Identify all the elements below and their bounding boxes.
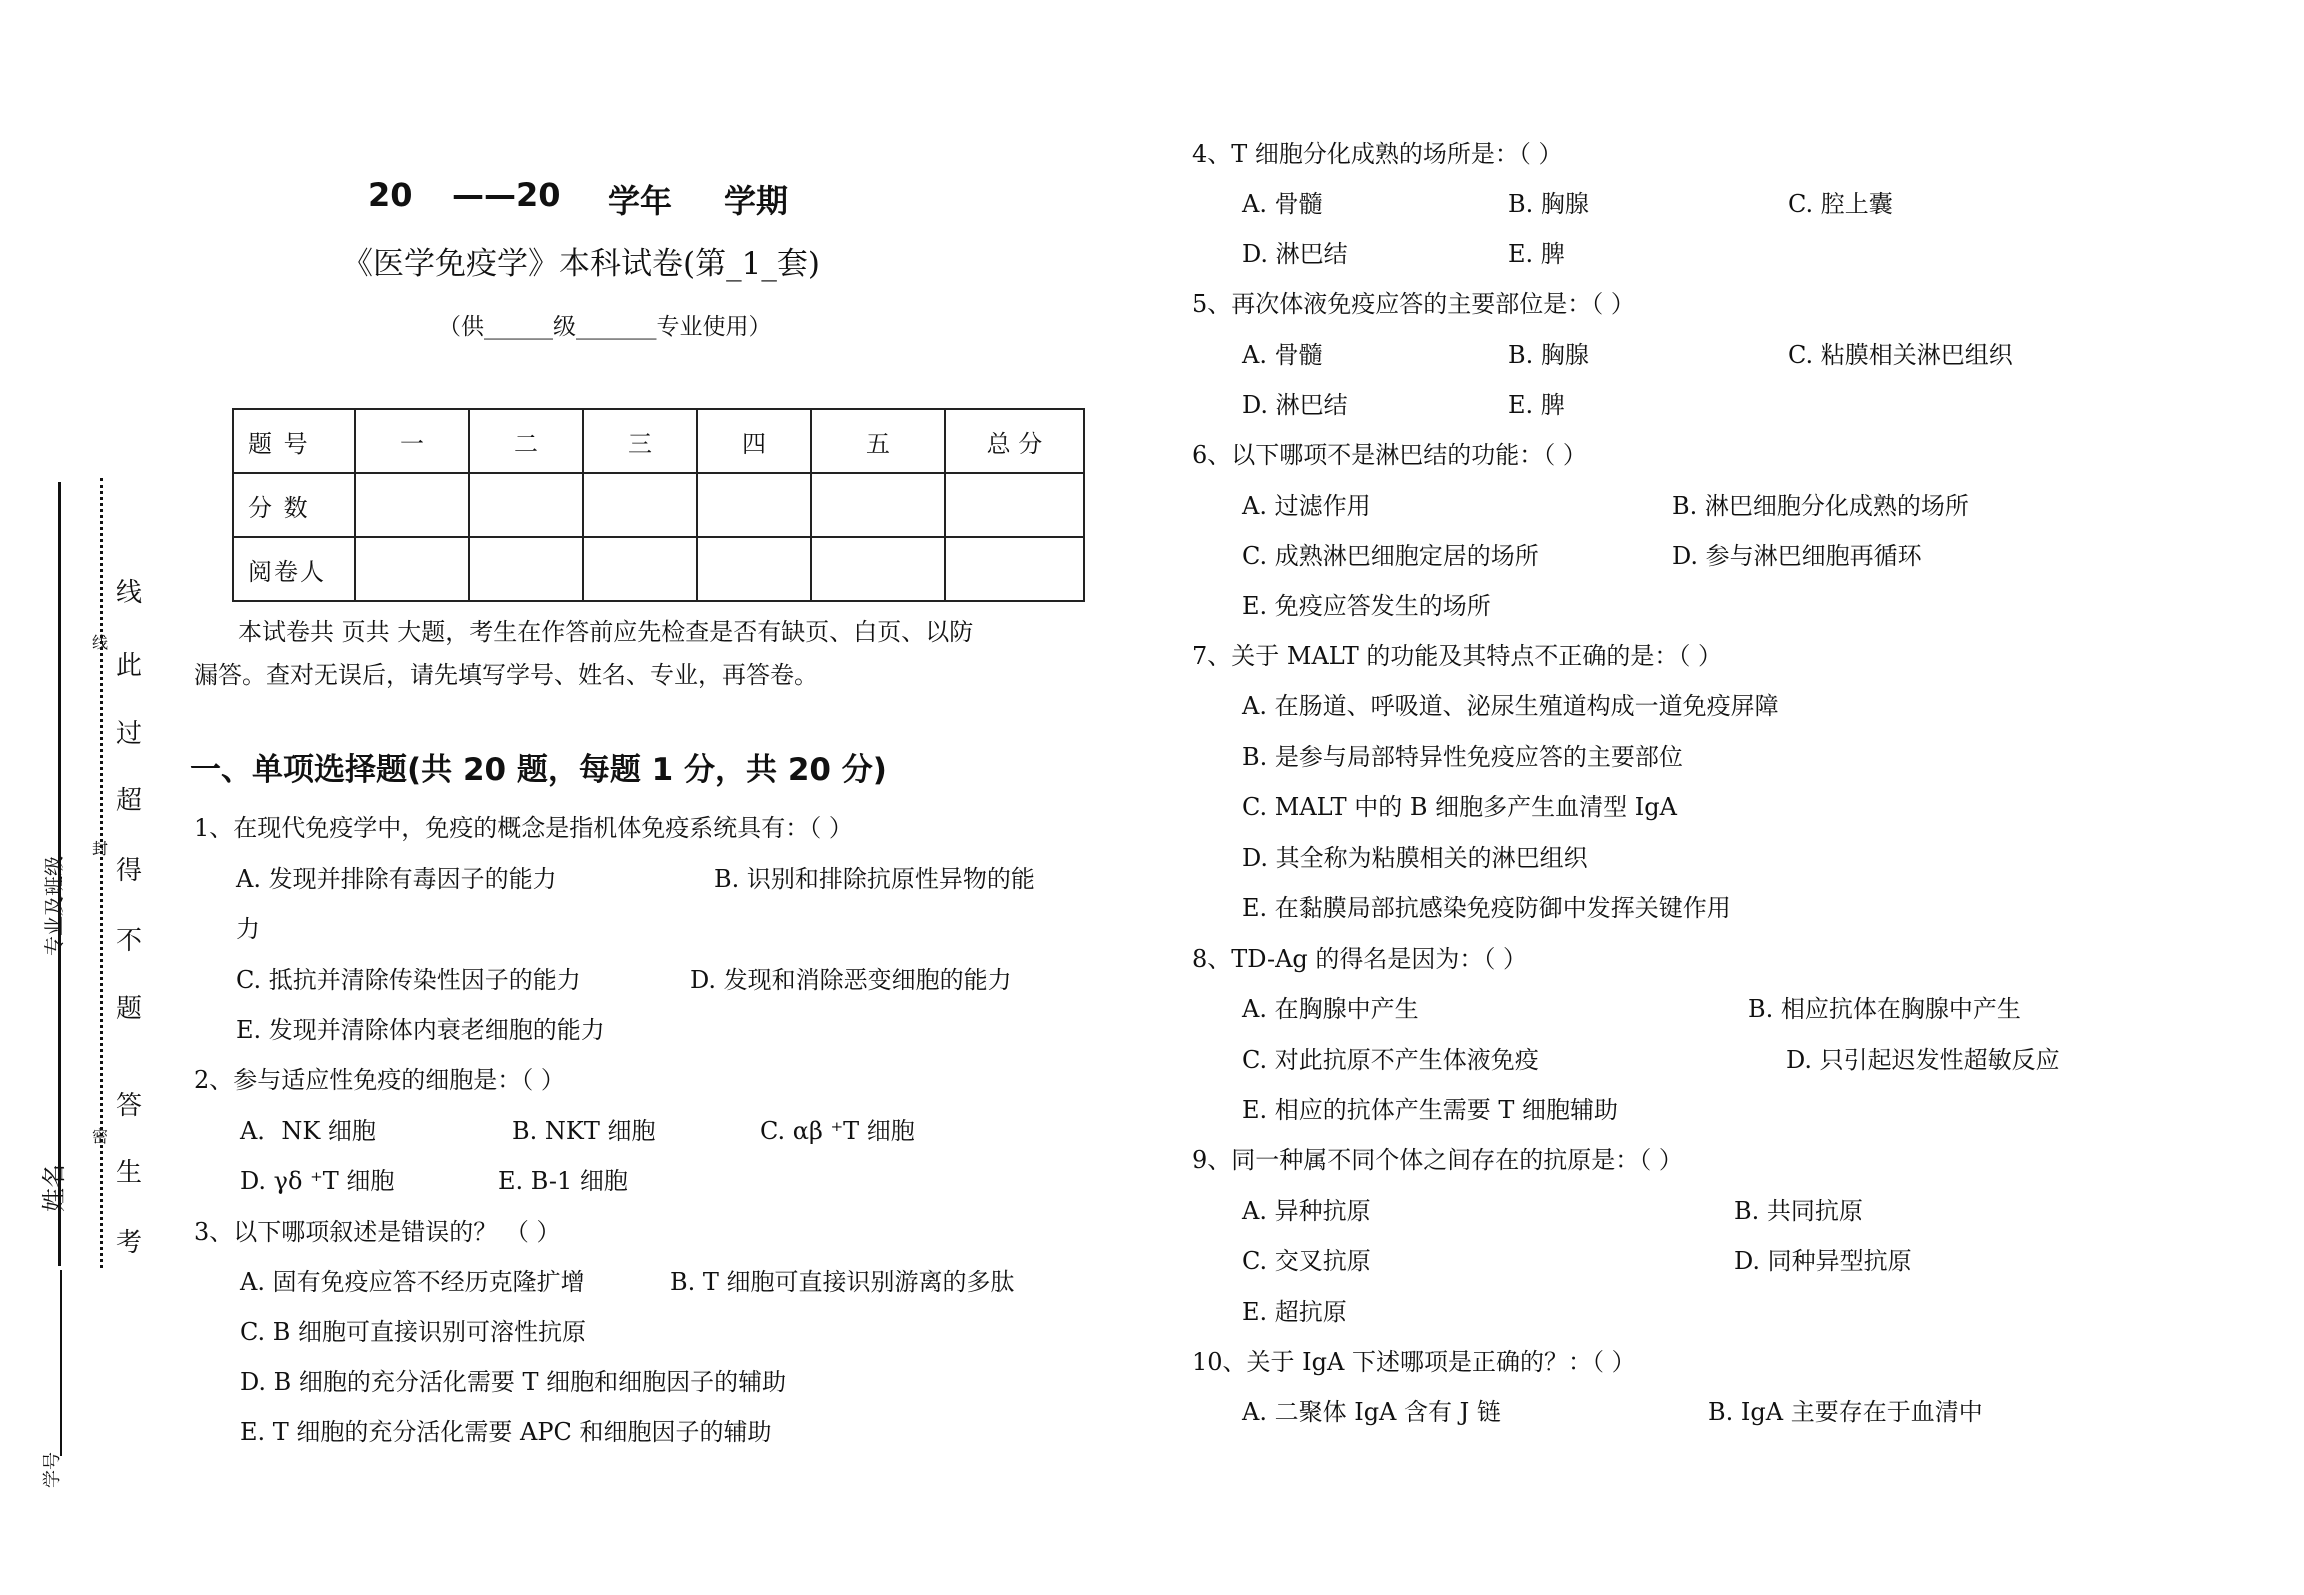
- q6-option-e[interactable]: E. 免疫应答发生的场所: [1242, 592, 1491, 620]
- q5-option-e[interactable]: E. 脾: [1508, 391, 1565, 419]
- score-cell[interactable]: [355, 473, 469, 537]
- year-start: 20: [368, 176, 413, 214]
- table-header-cell: 五: [811, 409, 945, 473]
- q6-option-d[interactable]: D. 参与淋巴细胞再循环: [1672, 542, 1922, 570]
- grader-cell[interactable]: [811, 537, 945, 601]
- q4-option-c[interactable]: C. 腔上囊: [1788, 190, 1893, 218]
- school-year-label: 学年: [608, 182, 673, 220]
- q9-option-a[interactable]: A. 异种抗原: [1242, 1197, 1371, 1225]
- binding-line-dotted: [100, 478, 103, 1268]
- binding-char: 生: [116, 1158, 143, 1188]
- q1-option-c[interactable]: C. 抵抗并清除传染性因子的能力: [236, 966, 581, 994]
- notice-line-1: 本试卷共 页共 大题，考生在作答前应先检查是否有缺页、白页、以防: [238, 618, 974, 646]
- q7-option-d[interactable]: D. 其全称为粘膜相关的淋巴组织: [1242, 844, 1588, 872]
- q2-option-a[interactable]: A．NK 细胞: [240, 1117, 376, 1145]
- year-end: ——20: [452, 176, 561, 214]
- q5-option-c[interactable]: C. 粘膜相关淋巴组织: [1788, 341, 2013, 369]
- grader-cell[interactable]: [469, 537, 583, 601]
- table-header-cell: 总 分: [945, 409, 1084, 473]
- q8-option-b[interactable]: B. 相应抗体在胸腺中产生: [1748, 995, 2021, 1023]
- question-2: 2、参与适应性免疫的细胞是：（ ）: [194, 1066, 565, 1094]
- notice-line-2: 漏答。查对无误后，请先填写学号、姓名、专业，再答卷。: [194, 661, 818, 689]
- question-9: 9、同一种属不同个体之间存在的抗原是：（ ）: [1192, 1146, 1683, 1174]
- q8-option-e[interactable]: E. 相应的抗体产生需要 T 细胞辅助: [1242, 1096, 1619, 1124]
- table-header-cell: 一: [355, 409, 469, 473]
- q1-option-a[interactable]: A. 发现并排除有毒因子的能力: [236, 865, 557, 893]
- grader-cell[interactable]: [697, 537, 811, 601]
- q3-option-d[interactable]: D. B 细胞的充分活化需要 T 细胞和细胞因子的辅助: [240, 1368, 787, 1396]
- row-label: 分 数: [233, 473, 355, 537]
- q8-option-c[interactable]: C. 对此抗原不产生体液免疫: [1242, 1046, 1539, 1074]
- q6-option-a[interactable]: A. 过滤作用: [1242, 492, 1371, 520]
- table-header-cell: 题 号: [233, 409, 355, 473]
- q10-option-b[interactable]: B. IgA 主要存在于血清中: [1708, 1398, 1983, 1426]
- row-label: 阅卷人: [233, 537, 355, 601]
- q7-option-c[interactable]: C. MALT 中的 B 细胞多产生血清型 IgA: [1242, 793, 1677, 821]
- binding-char: 不: [116, 926, 143, 956]
- q7-option-b[interactable]: B. 是参与局部特异性免疫应答的主要部位: [1242, 743, 1683, 771]
- score-table: [232, 408, 1085, 602]
- for-use-line: （供______级_______专业使用）: [438, 314, 772, 340]
- q1-option-e[interactable]: E. 发现并清除体内衰老细胞的能力: [236, 1016, 605, 1044]
- seal-mark-secret: 密: [92, 1127, 109, 1146]
- binding-char: 答: [116, 1091, 143, 1121]
- student-id-label: 学号: [42, 1452, 63, 1488]
- q4-option-a[interactable]: A. 骨髓: [1242, 190, 1323, 218]
- q9-option-b[interactable]: B. 共同抗原: [1734, 1197, 1863, 1225]
- q7-option-a[interactable]: A. 在肠道、呼吸道、泌尿生殖道构成一道免疫屏障: [1242, 692, 1779, 720]
- q4-option-d[interactable]: D. 淋巴结: [1242, 240, 1348, 268]
- q5-option-b[interactable]: B. 胸腺: [1508, 341, 1589, 369]
- q2-option-d[interactable]: D. γδ ⁺T 细胞: [240, 1167, 395, 1195]
- question-1: 1、在现代免疫学中，免疫的概念是指机体免疫系统具有：（ ）: [194, 814, 853, 842]
- question-6: 6、以下哪项不是淋巴结的功能：（ ）: [1192, 441, 1587, 469]
- q3-option-b[interactable]: B. T 细胞可直接识别游离的多肽: [670, 1268, 1015, 1296]
- score-table-header-row: [233, 409, 1084, 473]
- q9-option-e[interactable]: E. 超抗原: [1242, 1298, 1347, 1326]
- score-cell[interactable]: [945, 473, 1084, 537]
- q4-option-b[interactable]: B. 胸腺: [1508, 190, 1589, 218]
- score-cell[interactable]: [697, 473, 811, 537]
- score-cell[interactable]: [811, 473, 945, 537]
- q5-option-d[interactable]: D. 淋巴结: [1242, 391, 1348, 419]
- binding-char: 过: [116, 719, 143, 749]
- question-5: 5、再次体液免疫应答的主要部位是：（ ）: [1192, 290, 1635, 318]
- exam-title: 《医学免疫学》本科试卷(第_1_套): [342, 246, 820, 282]
- question-3: 3、以下哪项叙述是错误的？ （ ）: [194, 1218, 561, 1246]
- q1-option-b[interactable]: B. 识别和排除抗原性异物的能: [714, 865, 1035, 893]
- binding-char: 题: [116, 994, 143, 1024]
- q2-option-c[interactable]: C. αβ ⁺T 细胞: [760, 1117, 915, 1145]
- score-cell[interactable]: [583, 473, 697, 537]
- binding-char: 超: [116, 786, 143, 816]
- section-1-title: 一、单项选择题(共 20 题，每题 1 分，共 20 分): [190, 752, 887, 788]
- question-4: 4、T 细胞分化成熟的场所是：（ ）: [1192, 140, 1563, 168]
- question-10: 10、关于 IgA 下述哪项是正确的？：（ ）: [1192, 1348, 1636, 1376]
- q3-option-c[interactable]: C. B 细胞可直接识别可溶性抗原: [240, 1318, 587, 1346]
- seal-mark-seal: 封: [92, 839, 109, 858]
- binding-char: 得: [116, 856, 143, 886]
- q5-option-a[interactable]: A. 骨髓: [1242, 341, 1323, 369]
- grader-row: [233, 537, 1084, 601]
- grader-cell[interactable]: [583, 537, 697, 601]
- q9-option-d[interactable]: D. 同种异型抗原: [1734, 1247, 1912, 1275]
- q9-option-c[interactable]: C. 交叉抗原: [1242, 1247, 1371, 1275]
- q6-option-b[interactable]: B. 淋巴细胞分化成熟的场所: [1672, 492, 1969, 520]
- table-header-cell: 二: [469, 409, 583, 473]
- name-label: 姓名: [40, 1164, 68, 1212]
- year-line: [368, 176, 808, 220]
- binding-char: 线: [116, 578, 143, 608]
- table-header-cell: 四: [697, 409, 811, 473]
- q10-option-a[interactable]: A. 二聚体 IgA 含有 J 链: [1242, 1398, 1501, 1426]
- score-row: [233, 473, 1084, 537]
- q8-option-a[interactable]: A. 在胸腺中产生: [1242, 995, 1419, 1023]
- q2-option-b[interactable]: B. NKT 细胞: [512, 1117, 656, 1145]
- q1-option-d[interactable]: D. 发现和消除恶变细胞的能力: [690, 966, 1012, 994]
- q7-option-e[interactable]: E. 在黏膜局部抗感染免疫防御中发挥关键作用: [1242, 894, 1731, 922]
- q3-option-e[interactable]: E. T 细胞的充分活化需要 APC 和细胞因子的辅助: [240, 1418, 772, 1446]
- semester-label: 学期: [724, 182, 789, 220]
- binding-char: 此: [116, 651, 143, 681]
- score-cell[interactable]: [469, 473, 583, 537]
- q2-option-e[interactable]: E. B-1 细胞: [498, 1167, 628, 1195]
- binding-char: 考: [116, 1228, 143, 1258]
- question-8: 8、TD-Ag 的得名是因为：（ ）: [1192, 945, 1528, 973]
- major-class-label: 专业及班级: [42, 856, 66, 956]
- q6-option-c[interactable]: C. 成熟淋巴细胞定居的场所: [1242, 542, 1539, 570]
- table-header-cell: 三: [583, 409, 697, 473]
- q8-option-d[interactable]: D. 只引起迟发性超敏反应: [1786, 1046, 2060, 1074]
- q4-option-e[interactable]: E. 脾: [1508, 240, 1565, 268]
- grader-cell[interactable]: [945, 537, 1084, 601]
- q1-option-b-wrap: 力: [236, 915, 260, 943]
- q3-option-a[interactable]: A. 固有免疫应答不经历克隆扩增: [240, 1268, 585, 1296]
- student-id-underline[interactable]: [60, 1270, 62, 1456]
- grader-cell[interactable]: [355, 537, 469, 601]
- question-7: 7、关于 MALT 的功能及其特点不正确的是：（ ）: [1192, 642, 1723, 670]
- seal-mark-line: 线: [92, 633, 109, 652]
